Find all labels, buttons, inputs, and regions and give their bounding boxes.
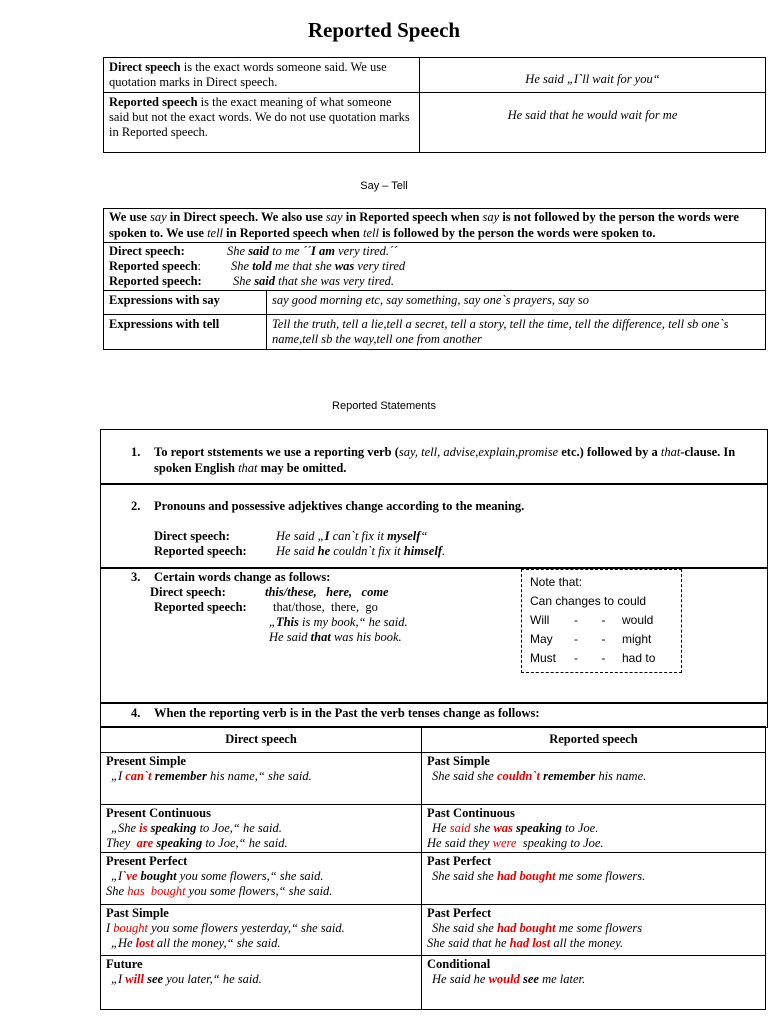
example-segment: me some flowers [555,921,643,935]
direct-speech-cell [101,805,422,853]
example-text: couldn`t fix it [330,544,404,558]
note-row [530,649,681,668]
direct-speech-cell [101,905,422,956]
statement-item-1 [100,429,768,485]
reported-speech-cell [422,805,766,853]
example-segment: to Joe,“ he said. [202,836,288,850]
example-text: She [227,244,249,258]
example-line [154,544,445,559]
example-label: Reported speech: [154,544,247,558]
example-line [154,529,427,544]
example-segment: had bought [496,921,556,935]
example-label: Reported speech: [154,600,247,614]
table-row [104,93,766,153]
example-segment: see [144,972,164,986]
section-heading-say-tell: Say – Tell [360,180,408,192]
note-row [530,611,681,630]
item-text: Pronouns and possessive adjektives change according to the meaning. [154,499,525,513]
example-segment: He [432,821,450,835]
example-text: He said [276,544,318,558]
note-title: Note that: [530,575,583,589]
example-segment: had lost [509,936,551,950]
example-segment: remember [151,769,207,783]
keyword-tell: tell [362,225,379,240]
example-segment: you some flowers yesterday,“ she said. [148,921,345,935]
rule-text: is followed by the person the words were spoken to. [378,225,656,240]
tense-example [106,769,416,784]
example-segment: She said that he [427,936,510,950]
example-segment: I [106,921,114,935]
term: Direct speech [109,60,181,74]
item-text-part: etc.) followed by a [558,445,661,459]
note-row [530,630,681,649]
example-line [269,615,408,630]
tense-example [427,836,760,851]
example-segment: me some flowers. [555,869,646,883]
tense-name: Past Perfect [427,906,492,920]
example-segment: She said she [432,921,497,935]
example-segment: speaking [153,836,203,850]
tense-example [427,921,760,936]
table-row [104,315,766,350]
rule-text: in Reported speech when [342,210,483,224]
term: Reported speech [109,95,198,109]
example-text: . [441,544,446,558]
example-text: was his book. [330,630,402,644]
example-segment: his name,“ she said. [206,769,312,783]
rule-text: in Direct speech. We also use [166,210,326,224]
example-line [154,600,378,615]
example-line [269,630,402,645]
example-label: Direct speech: [150,585,226,599]
example-segment: lost [135,936,154,950]
example-segment: „He [111,936,136,950]
statement-item-4 [100,702,768,728]
tense-name: Past Simple [427,754,490,768]
example-text: is my book,“ he said. [298,615,408,629]
example-text: He said „ [276,529,325,543]
note-from: May [530,632,553,646]
definition-cell [104,93,420,153]
example-segment: me later. [538,972,586,986]
tense-example [106,972,416,987]
example-segment: remember [540,769,596,783]
item-number: 2. [131,499,141,513]
example-segment: „She [111,821,140,835]
rule-text: We use [109,210,150,224]
example-segment: She said she [432,869,497,883]
intro-table [103,57,766,153]
table-row [101,853,766,905]
example-segment: all the money,“ she said. [153,936,281,950]
example-cell: He said that he would wait for me [420,93,766,153]
example-text: to me ´´ [269,244,312,258]
example-segment: can`t [125,769,152,783]
example-text: I [324,529,330,543]
definition-cell [104,58,420,93]
example-text: he [317,544,331,558]
keyword-that: that [238,460,258,475]
example-segment: to Joe. [561,821,599,835]
example-text: “ [420,529,428,543]
example-text: can`t fix it [329,529,388,543]
tense-name: Present Continuous [106,806,211,820]
example-segment: his name. [595,769,647,783]
definition: is the exact meaning of what someone said but not the exact words. We do not use quotation marks in Reported speech. [109,95,410,139]
example-text: very tired [354,259,406,273]
example-segment: speaking [147,821,197,835]
expression-label: Expressions with say [104,291,267,315]
page-title: Reported Speech [307,18,461,42]
example-text: „ [269,615,276,629]
example-segment: „I [111,972,126,986]
example-segment: `ve [122,869,138,883]
example-segment: see [519,972,539,986]
note-from: Must [530,651,557,665]
item-text: Certain words change as follows: [154,570,331,584]
reported-speech-cell [422,853,766,905]
tense-name: Past Perfect [427,854,492,868]
note-to: had to [622,651,656,665]
example-text: me that she [271,259,335,273]
example-text: said [254,274,276,288]
table-row [101,956,766,1010]
example-text: She [233,274,255,288]
example-segment: were [492,836,517,850]
item-number: 1. [131,445,141,459]
tense-example [427,869,760,884]
note-from: Will [530,613,550,627]
tense-name: Present Simple [106,754,186,768]
example-segment: had bought [496,869,556,883]
keyword-say: say [482,210,500,224]
tense-name: Conditional [427,957,491,971]
example-line [109,244,760,259]
rule-text: in Reported speech when [223,225,363,240]
note-to: might [622,632,652,646]
example-label: Direct speech: [154,529,230,543]
rule-text: is not followed by the person the words were spoken to. We use [109,210,739,240]
example-segment: is [139,821,148,835]
tense-example [427,936,760,951]
table-row [104,243,766,291]
tense-name: Future [106,957,143,971]
tense-name: Past Simple [106,906,169,920]
example-label: Direct speech: [109,244,185,258]
item-text-part: -clause. In spoken English [154,445,736,475]
direct-speech-cell [101,956,422,1010]
example-text: She [231,259,253,273]
example-segment: bought [137,869,177,883]
example-segment: couldn`t [496,769,540,783]
tense-example [106,936,416,951]
column-header-direct: Direct speech [101,727,422,753]
example-segment: „I [111,869,123,883]
direct-speech-cell [101,853,422,905]
example-text: myself [387,529,421,543]
example-cell: He said „I`ll wait for you“ [420,58,766,93]
example-text: He said [269,630,311,644]
example-segment: all the money. [550,936,624,950]
example-text: was [334,259,355,273]
tense-example [106,884,416,899]
keyword-say: say [149,210,167,224]
reported-speech-cell [422,956,766,1010]
tense-example [106,836,416,851]
item-text-part: may be omitted. [257,460,347,475]
example-line [109,259,760,274]
table-header-row [101,727,766,753]
example-segment: He said he [432,972,489,986]
example-segment: you later,“ he said. [163,972,262,986]
example-text: that [310,630,331,644]
example-segment: was [493,821,513,835]
changed-words: that/those, there, go [273,600,378,614]
table-row [101,905,766,956]
keyword-that: that [660,445,681,459]
example-segment: will [125,972,145,986]
example-segment: she [470,821,494,835]
table-row [104,209,766,243]
tense-example [106,821,416,836]
example-segment: She said she [432,769,497,783]
example-text: I am [311,244,335,258]
example-segment: to Joe,“ he said. [196,821,282,835]
example-segment: would [488,972,520,986]
reported-speech-cell [422,905,766,956]
example-text: said [248,244,270,258]
example-segment: bought [150,884,186,898]
reported-speech-cell [422,753,766,805]
tenses-table [100,726,766,1010]
example-text: himself [403,544,442,558]
tense-example [427,972,760,987]
dash-separator: - - [574,613,606,627]
changing-words: this/these, here, come [265,585,389,599]
example-label: Reported speech [109,259,198,273]
reporting-verbs: say, tell, advise,explain,promise [398,445,559,459]
example-segment: you some flowers,“ she said. [185,884,333,898]
dash-separator: - - [574,651,606,665]
item-number: 4. [131,706,141,720]
expression-label: Expressions with tell [104,315,267,350]
item-number: 3. [131,570,141,584]
example-text: that she was very tired. [275,274,394,288]
table-row [101,805,766,853]
example-segment: speaking [512,821,562,835]
tense-example [106,921,416,936]
example-label: Reported speech: [109,274,202,288]
tense-name: Present Perfect [106,854,188,868]
item-text: When the reporting verb is in the Past the verb tenses change as follows: [154,706,540,720]
note-to: would [622,613,654,627]
example-line [150,585,389,600]
example-segment: bought [113,921,149,935]
item-text-part: To report ststements we use a reporting verb ( [154,445,399,459]
example-text: This [275,615,299,629]
note-box [521,569,682,673]
definition: is the exact words someone said. We use quotation marks in Direct speech. [109,60,387,89]
tense-example [427,769,760,784]
column-header-reported: Reported speech [422,727,766,753]
example-line [109,274,760,289]
statement-item-2 [100,483,768,569]
expression-text: say good morning etc, say something, say one`s prayers, say so [267,291,766,315]
tense-example [106,869,416,884]
example-segment: you some flowers,“ she said. [176,869,324,883]
note-line: Can changes to could [530,594,647,608]
say-tell-rule [104,209,766,243]
table-row [104,58,766,93]
expression-text: Tell the truth, tell a lie,tell a secret, tell a story, tell the time, tell the difference, tell sb one`s name,tell sb the way,tell one from another [267,315,766,350]
keyword-say: say [325,210,343,224]
example-segment: They [106,836,137,850]
statement-item-3 [100,567,768,704]
table-row [104,291,766,315]
keyword-tell: tell [207,225,224,240]
example-label: : [197,259,202,273]
tense-name: Past Continuous [427,806,515,820]
section-heading-reported-statements: Reported Statements [332,400,436,412]
table-row [101,753,766,805]
example-segment: said [449,821,471,835]
example-segment: are [136,836,154,850]
say-tell-examples [104,243,766,291]
say-tell-table [103,208,766,350]
tense-example [427,821,760,836]
direct-speech-cell [101,753,422,805]
example-segment: has [127,884,145,898]
example-text: told [252,259,272,273]
example-segment: „I [111,769,126,783]
example-segment: speaking to Joe. [516,836,604,850]
example-segment: She [106,884,128,898]
example-segment: He said they [427,836,493,850]
example-text: very tired.´´ [335,244,398,258]
item-text [154,445,759,476]
dash-separator: - - [574,632,606,646]
